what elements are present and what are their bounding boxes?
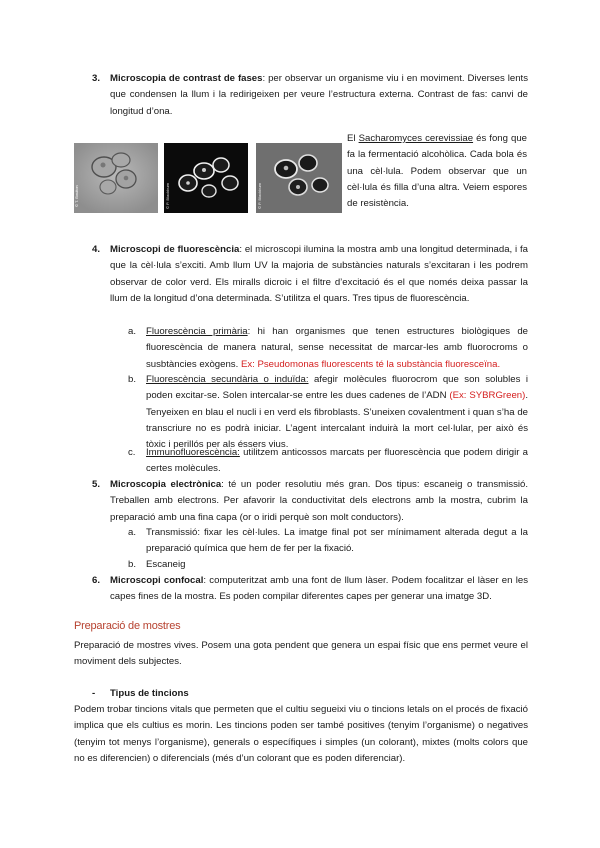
subitem-letter: c. (128, 447, 136, 458)
subitem-letter: a. (128, 527, 137, 538)
figure-caption (347, 131, 527, 212)
subitem-immunofluorescence (146, 445, 528, 478)
subitem-secondary-fluorescence (146, 372, 528, 453)
item-text: : té un poder resolutiu més gran. Dos tipus: escaneig o transmissió. Treballen amb electrons. Per afavorir la conductivitat dels electrons amb la mostra, cubrim la preparació amb una fina capa (or o iridi perquè son molt conductors). (110, 479, 528, 523)
subitem-text: . Tenyeixen en blau el nucli i en verd els fibroblasts. S’uneixen covalentment i quan s’ha de transcriure no es podrà iniciar. L’agent intercalant induirà la mort cel·lular, per això és tòxic i perillós per als éssers vius. (146, 390, 528, 451)
item-title: Microscopi confocal (110, 575, 204, 586)
micrograph-darkfield (164, 143, 248, 213)
item-number-3: 3. (92, 73, 101, 84)
figure-credit: © P. Blackburn (165, 182, 170, 209)
subitem-letter: b. (128, 559, 137, 570)
bullet: - (92, 688, 96, 699)
subitem-primary-fluorescence (146, 324, 528, 373)
section-intro: Preparació de mostres vives. Posem una gota pendent que genera un espai físic que ens permet veure el moviment dels subjectes. (74, 640, 528, 668)
caption-text: El (347, 133, 359, 144)
subitem-title: Fluorescència primària (146, 326, 248, 337)
subitem-transmission: Transmissió: fixar les cèl·lules. La imatge final pot ser mínimament alterada degut a la preparació química que hem de fer per la fixació. (146, 527, 528, 555)
item-title: Microscopia de contrast de fases (110, 73, 263, 84)
item-phase-contrast (110, 71, 528, 120)
item-text: : per observar un organisme viu i en moviment. Diverses lents que condensen la llum i la redirigeixen per veure l’estructura externa. Contrast de fas: canvi de longitud d’ona. (110, 73, 529, 117)
section-heading: Preparació de mostres (74, 620, 181, 632)
figure-credit: © P. Blackburn (257, 182, 262, 209)
yeast-micrographs (74, 143, 342, 213)
micrograph-brightfield (74, 143, 158, 213)
subsection-title: Tipus de tincions (110, 688, 189, 699)
section-body: Podem trobar tincions vitals que permeten que el cultiu segueixi viu o tincions letals on el procés de fixació implica que els cultius es morin. Les tincions poden ser també positives (tenyim l’organisme) o negatives (tenyim tot menys l’organisme), generals o específiques i simples (un colorant), mixtes (molts colors que no es diferencien) o diferencials (més d’un colorant que es poden diferenciar). (74, 704, 528, 764)
figure-credit: © T. Boulton (74, 185, 79, 207)
item-confocal (110, 573, 528, 606)
micrograph-phase-contrast (256, 143, 342, 213)
item-text: : computeritzat amb una font de llum làser. Podem focalitzar el làser en les capes fines de la mostra. Es poden compilar diferentes capes per generar una imatge 3D. (110, 575, 529, 603)
subitem-title: Immunofluorescència: (146, 447, 240, 458)
item-title: Microscopi de fluorescència (110, 244, 240, 255)
subitem-text: afegir molècules fluorocrom que son solubles i poden excitar-se. Solen intercalar-se entre les dues cadenes de l’ADN (146, 374, 528, 402)
subitem-scanning: Escaneig (146, 559, 186, 570)
example-note: (Ex: SYBRGreen) (449, 390, 526, 402)
item-title: Microscopia electrònica (110, 479, 222, 490)
item-number-6: 6. (92, 575, 101, 586)
item-electron-microscopy (110, 477, 528, 526)
caption-text: és fong que fa la fermentació alcohòlica. Cada bola és una cèl·lula. Podem observar que un cèl·lula és filla d’una altra. Veiem espores de resistència. (347, 133, 527, 210)
subitem-text: : hi han organismes que tenen estructures biològiques de fluorescència de manera natural, sense necessitat de marcar-les amb fluorocroms o susbtàncies exògens. (146, 326, 528, 370)
example-note: Ex: Pseudomonas fluorescents té la substància fluoresceïna. (240, 358, 501, 370)
item-text: : el microscopi ilumina la mostra amb una longitud determinada, i fa que la cèl·lula s’exciti. Amb llum UV la majoria de substàncies naturals s’excitaran i les podrem observar de color verd. Els miralls dicroic i el filtre d’excitació és el que només deixa passar la llum de la longitud d’ona determinada. S’utilitza el quars. Tres tipus de fluorescència. (110, 244, 528, 304)
subitem-letter: b. (128, 374, 137, 385)
item-number-4: 4. (92, 244, 101, 255)
item-fluorescence (110, 242, 528, 307)
subitem-title: Fluorescència secundària o induïda: (146, 374, 309, 385)
subitem-letter: a. (128, 326, 137, 337)
subitem-text: utilitzem anticossos marcats per fluorescència que podem dirigir a certes molècules. (146, 447, 528, 475)
item-number-5: 5. (92, 479, 101, 490)
species-name: Sacharomyces cerevissiae (358, 133, 474, 144)
